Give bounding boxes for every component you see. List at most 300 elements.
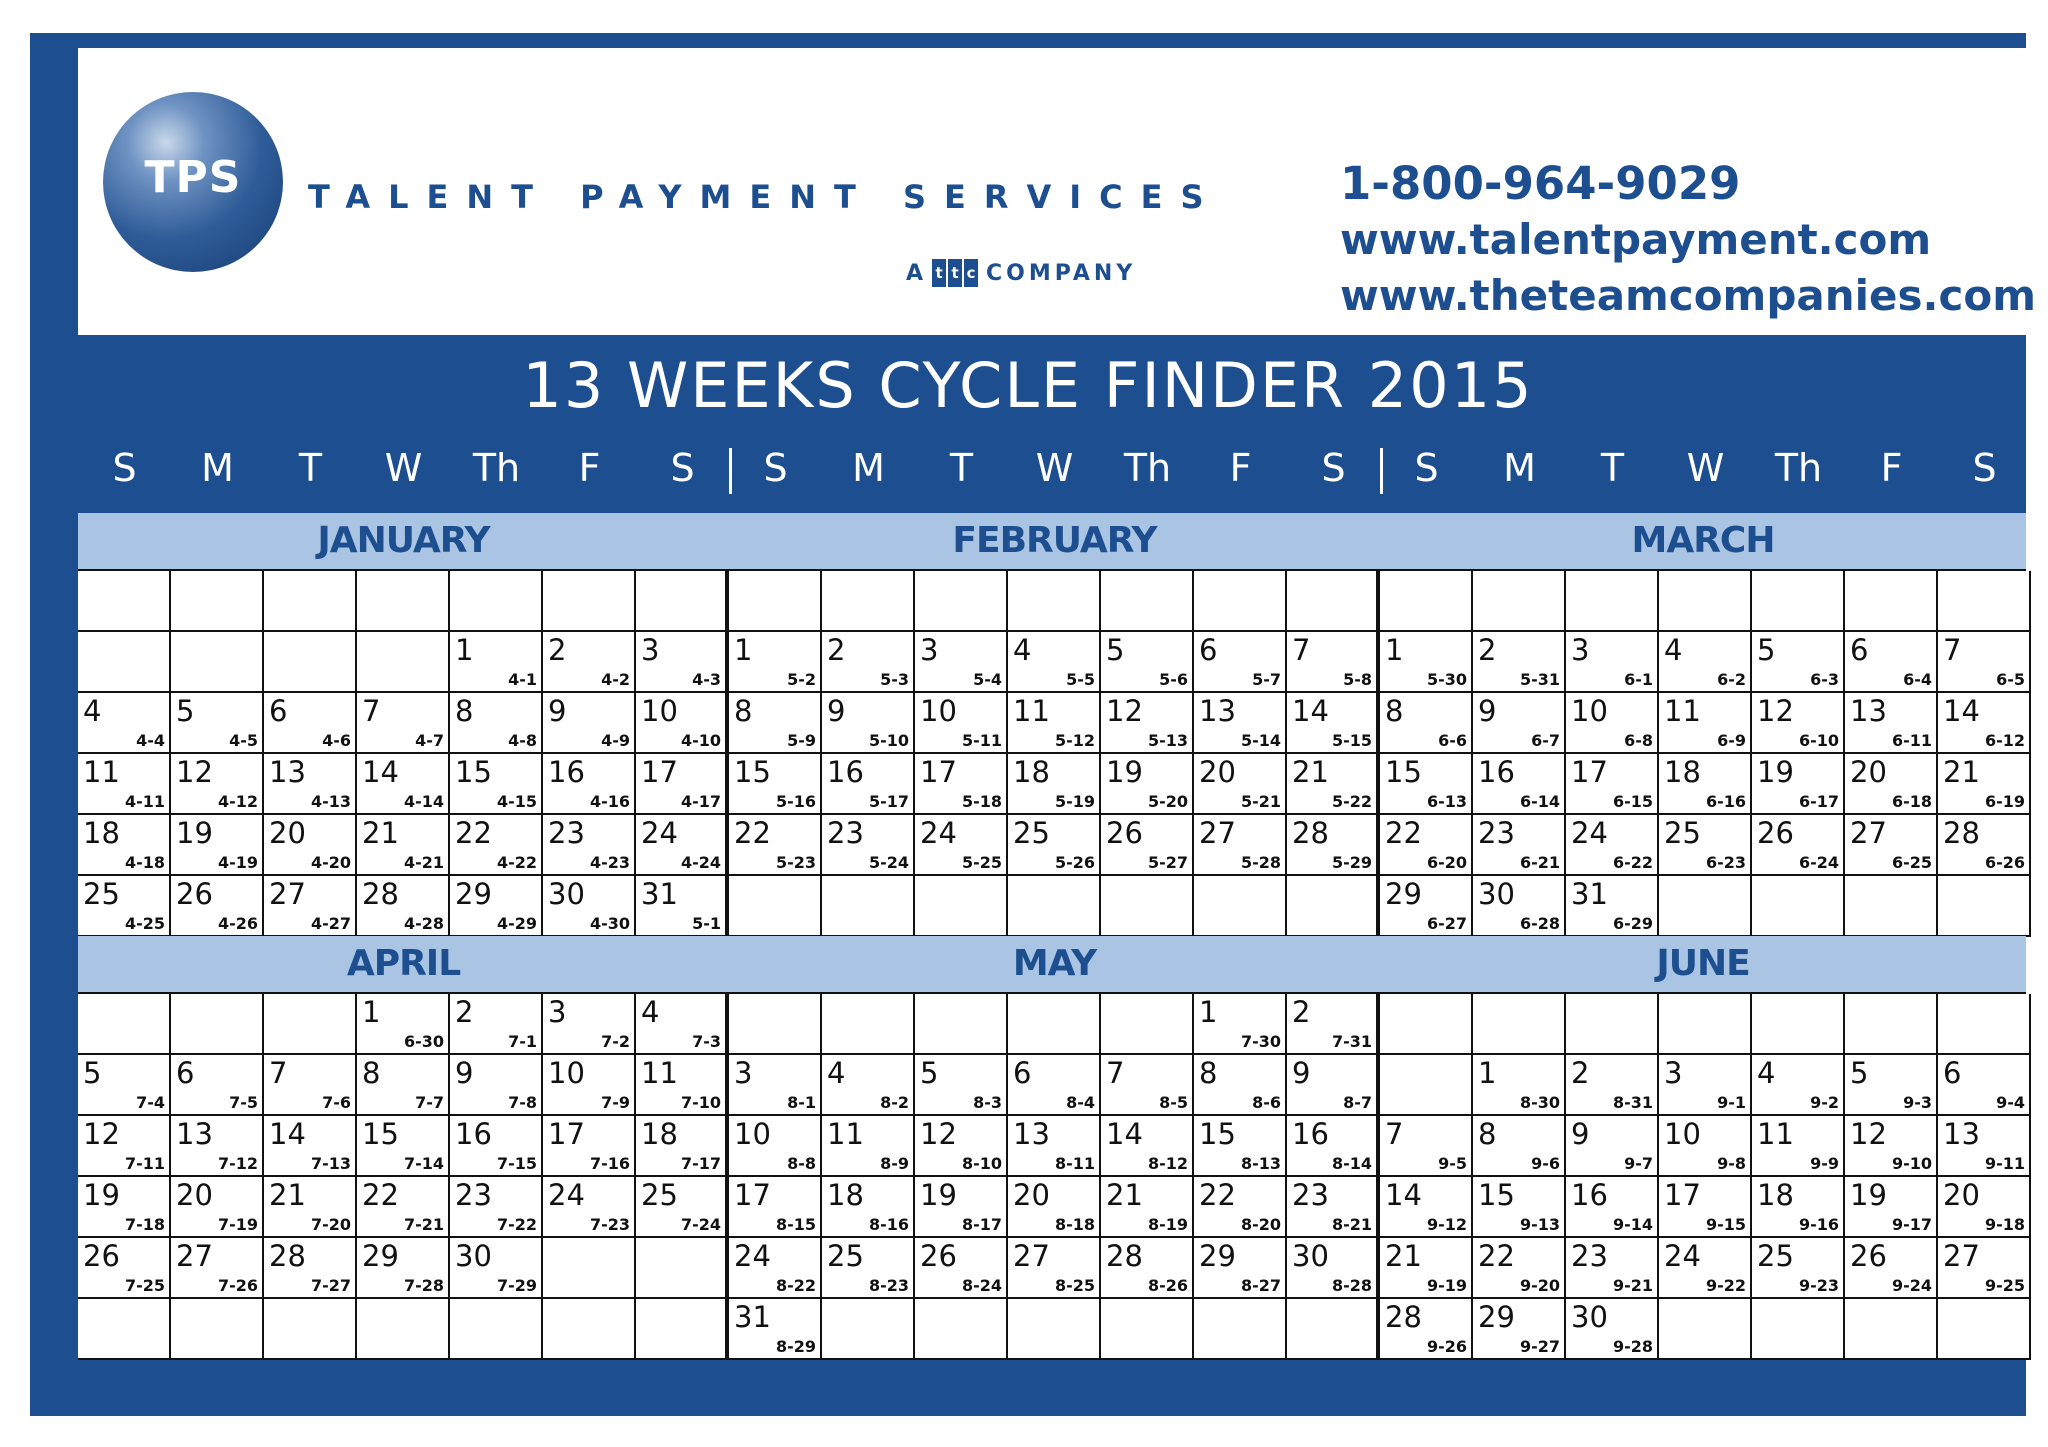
tps-logo — [103, 92, 283, 272]
cycle-date: 6-17 — [1798, 792, 1839, 811]
calendar-cell — [264, 815, 357, 876]
day-number: 20 — [1943, 1178, 1980, 1212]
calendar-cell — [357, 876, 450, 937]
day-number: 2 — [1292, 995, 1311, 1029]
calendar-cell — [1845, 1055, 1938, 1116]
day-number: 27 — [269, 877, 306, 911]
cycle-date: 6-29 — [1612, 914, 1653, 933]
calendar-cell — [729, 693, 822, 754]
cycle-date: 7-7 — [415, 1093, 444, 1112]
day-number: 28 — [362, 877, 399, 911]
weekday-label: M — [201, 446, 234, 490]
ttc-letter: t — [948, 259, 962, 287]
day-number: 6 — [1199, 633, 1218, 667]
calendar-cell — [543, 876, 636, 937]
calendar-cell — [1938, 571, 2031, 632]
calendar-cell — [78, 1238, 171, 1299]
cycle-date: 6-9 — [1717, 731, 1746, 750]
calendar-cell — [1752, 1116, 1845, 1177]
calendar-cell — [822, 1055, 915, 1116]
cycle-date: 4-2 — [601, 670, 630, 689]
calendar-cell — [450, 1055, 543, 1116]
cycle-date: 5-28 — [1240, 853, 1281, 872]
calendar-cell — [729, 1116, 822, 1177]
calendar-cell — [636, 1177, 729, 1238]
day-number: 13 — [1850, 694, 1887, 728]
day-number: 8 — [1478, 1117, 1497, 1151]
month-band-row-2 — [78, 936, 2026, 992]
cycle-date: 4-3 — [692, 670, 721, 689]
calendar-cell — [636, 754, 729, 815]
calendar-cell — [264, 1238, 357, 1299]
calendar-cell — [171, 1177, 264, 1238]
month-label-june: JUNE — [1656, 943, 1750, 984]
weekday-label: F — [1880, 446, 1903, 490]
cycle-date: 6-25 — [1891, 853, 1932, 872]
day-number: 23 — [1478, 816, 1515, 850]
day-number: 9 — [1571, 1117, 1590, 1151]
cycle-date: 8-11 — [1054, 1154, 1095, 1173]
calendar-cell — [1473, 1177, 1566, 1238]
calendar-cell — [1008, 876, 1101, 937]
day-number: 26 — [176, 877, 213, 911]
calendar-cell — [450, 632, 543, 693]
calendar-cell — [822, 1299, 915, 1360]
website-link-1[interactable]: www.talentpayment.com — [1340, 215, 1932, 264]
calendar-cell — [1380, 1238, 1473, 1299]
day-number: 26 — [1757, 816, 1794, 850]
calendar-cell — [171, 632, 264, 693]
calendar-cell — [636, 632, 729, 693]
weekday-label: W — [384, 446, 423, 490]
calendar-cell — [1287, 994, 1380, 1055]
cycle-date: 4-21 — [403, 853, 444, 872]
day-number: 30 — [1478, 877, 1515, 911]
calendar-cell — [1101, 693, 1194, 754]
day-number: 25 — [1664, 816, 1701, 850]
day-number: 14 — [1943, 694, 1980, 728]
month-band-row-1 — [78, 513, 2026, 569]
cycle-date: 5-26 — [1054, 853, 1095, 872]
calendar-cell — [1659, 876, 1752, 937]
calendar-cell — [78, 994, 171, 1055]
day-number: 21 — [362, 816, 399, 850]
day-number: 27 — [1199, 816, 1236, 850]
day-number: 27 — [1943, 1239, 1980, 1273]
cycle-date: 6-19 — [1984, 792, 2025, 811]
cycle-date: 4-8 — [508, 731, 537, 750]
day-number: 4 — [1757, 1056, 1776, 1090]
cycle-date: 5-23 — [775, 853, 816, 872]
calendar-cell — [1752, 1238, 1845, 1299]
ttc-letter: t — [932, 259, 946, 287]
cycle-date: 7-8 — [508, 1093, 537, 1112]
calendar-cell — [1752, 1055, 1845, 1116]
calendar-cell — [1101, 754, 1194, 815]
day-number: 16 — [548, 755, 585, 789]
calendar-cell — [1380, 815, 1473, 876]
day-number: 8 — [362, 1056, 381, 1090]
calendar-cell — [1101, 1238, 1194, 1299]
calendar-cell — [1008, 754, 1101, 815]
day-number: 13 — [1013, 1117, 1050, 1151]
cycle-date: 8-15 — [775, 1215, 816, 1234]
day-number: 22 — [1385, 816, 1422, 850]
calendar-cell — [1845, 1177, 1938, 1238]
cycle-date: 9-26 — [1426, 1337, 1467, 1356]
day-number: 11 — [641, 1056, 678, 1090]
cycle-date: 6-23 — [1705, 853, 1746, 872]
day-number: 17 — [1571, 755, 1608, 789]
cycle-date: 4-18 — [124, 853, 165, 872]
cycle-date: 6-8 — [1624, 731, 1653, 750]
day-number: 15 — [362, 1117, 399, 1151]
ttc-letter: c — [964, 259, 978, 287]
calendar-cell — [1101, 632, 1194, 693]
day-number: 15 — [1478, 1178, 1515, 1212]
day-number: 2 — [1571, 1056, 1590, 1090]
weekday-label: S — [1972, 446, 1997, 490]
day-number: 28 — [1106, 1239, 1143, 1273]
calendar-cell — [1287, 1299, 1380, 1360]
calendar-cell — [636, 571, 729, 632]
cycle-date: 6-20 — [1426, 853, 1467, 872]
day-number: 24 — [734, 1239, 771, 1273]
calendar-cell — [1566, 754, 1659, 815]
calendar-cell — [1566, 876, 1659, 937]
contact-block — [1340, 156, 2036, 324]
calendar-cell — [543, 1238, 636, 1299]
calendar-cell — [1380, 1116, 1473, 1177]
cycle-date: 7-28 — [403, 1276, 444, 1295]
weekday-label: F — [578, 446, 601, 490]
day-number: 12 — [1850, 1117, 1887, 1151]
cycle-date: 4-29 — [496, 914, 537, 933]
calendar-cell — [729, 571, 822, 632]
calendar-cell — [729, 876, 822, 937]
calendar-cell — [450, 693, 543, 754]
cycle-date: 4-25 — [124, 914, 165, 933]
cycle-date: 6-28 — [1519, 914, 1560, 933]
cycle-date: 5-18 — [961, 792, 1002, 811]
day-number: 30 — [455, 1239, 492, 1273]
cycle-date: 9-5 — [1438, 1154, 1467, 1173]
day-number: 10 — [1664, 1117, 1701, 1151]
cycle-date: 6-7 — [1531, 731, 1560, 750]
day-number: 20 — [269, 816, 306, 850]
cycle-date: 6-11 — [1891, 731, 1932, 750]
day-number: 3 — [1664, 1056, 1683, 1090]
day-number: 13 — [1199, 694, 1236, 728]
day-number: 10 — [548, 1056, 585, 1090]
day-number: 25 — [1757, 1239, 1794, 1273]
cycle-date: 8-1 — [787, 1093, 816, 1112]
calendar-cell — [1566, 1299, 1659, 1360]
calendar-cell — [1101, 571, 1194, 632]
cycle-date: 9-21 — [1612, 1276, 1653, 1295]
day-number: 18 — [1664, 755, 1701, 789]
day-number: 17 — [920, 755, 957, 789]
ttc-logo-icon — [932, 256, 980, 290]
day-number: 22 — [734, 816, 771, 850]
cycle-date: 7-23 — [589, 1215, 630, 1234]
calendar-cell — [1566, 571, 1659, 632]
day-number: 5 — [1757, 633, 1776, 667]
calendar-cell — [450, 754, 543, 815]
calendar-cell — [264, 1177, 357, 1238]
cycle-date: 6-5 — [1996, 670, 2025, 689]
calendar-cell — [264, 876, 357, 937]
calendar-cell — [822, 693, 915, 754]
calendar-cell — [1752, 693, 1845, 754]
day-number: 9 — [455, 1056, 474, 1090]
calendar-cell — [1566, 815, 1659, 876]
cycle-date: 9-15 — [1705, 1215, 1746, 1234]
day-number: 17 — [1664, 1178, 1701, 1212]
weekday-label: T — [1600, 446, 1625, 490]
day-number: 28 — [1385, 1300, 1422, 1334]
cycle-date: 8-22 — [775, 1276, 816, 1295]
cycle-date: 5-4 — [973, 670, 1002, 689]
day-number: 14 — [1385, 1178, 1422, 1212]
cycle-date: 5-20 — [1147, 792, 1188, 811]
calendar-cell — [1938, 876, 2031, 937]
cycle-date: 5-29 — [1331, 853, 1372, 872]
calendar-cell — [543, 693, 636, 754]
day-number: 7 — [362, 694, 381, 728]
day-number: 23 — [1571, 1239, 1608, 1273]
cycle-date: 7-6 — [322, 1093, 351, 1112]
day-number: 1 — [734, 633, 753, 667]
day-number: 3 — [920, 633, 939, 667]
day-number: 14 — [1106, 1117, 1143, 1151]
calendar-cell — [1008, 1299, 1101, 1360]
day-number: 17 — [734, 1178, 771, 1212]
website-link-2[interactable]: www.theteamcompanies.com — [1340, 271, 2036, 320]
calendar-cell — [357, 1177, 450, 1238]
calendar-cell — [1845, 815, 1938, 876]
calendar-cell — [1380, 693, 1473, 754]
cycle-date: 8-27 — [1240, 1276, 1281, 1295]
calendar-grid-q2 — [78, 992, 2026, 1360]
calendar-cell — [171, 1238, 264, 1299]
cycle-date: 9-6 — [1531, 1154, 1560, 1173]
day-number: 26 — [1106, 816, 1143, 850]
cycle-date: 8-7 — [1343, 1093, 1372, 1112]
day-number: 12 — [1106, 694, 1143, 728]
weekday-label: W — [1686, 446, 1725, 490]
day-number: 1 — [362, 995, 381, 1029]
cycle-date: 6-24 — [1798, 853, 1839, 872]
day-number: 11 — [1664, 694, 1701, 728]
weekday-divider — [1380, 448, 1383, 494]
day-number: 6 — [1850, 633, 1869, 667]
cycle-date: 8-18 — [1054, 1215, 1095, 1234]
calendar-cell — [1380, 1299, 1473, 1360]
cycle-date: 5-9 — [787, 731, 816, 750]
day-number: 18 — [641, 1117, 678, 1151]
cycle-date: 6-1 — [1624, 670, 1653, 689]
calendar-cell — [357, 1238, 450, 1299]
cycle-date: 7-4 — [136, 1093, 165, 1112]
cycle-date: 7-29 — [496, 1276, 537, 1295]
day-number: 4 — [827, 1056, 846, 1090]
day-number: 24 — [1571, 816, 1608, 850]
cycle-date: 9-25 — [1984, 1276, 2025, 1295]
day-number: 7 — [1385, 1117, 1404, 1151]
day-number: 14 — [362, 755, 399, 789]
calendar-cell — [1845, 632, 1938, 693]
cycle-date: 4-12 — [217, 792, 258, 811]
day-number: 28 — [1292, 816, 1329, 850]
calendar-cell — [171, 815, 264, 876]
day-number: 25 — [641, 1178, 678, 1212]
cycle-date: 4-24 — [680, 853, 721, 872]
phone-number: 1-800-964-9029 — [1340, 157, 1741, 210]
day-number: 23 — [455, 1178, 492, 1212]
cycle-date: 4-1 — [508, 670, 537, 689]
calendar-cell — [450, 571, 543, 632]
day-number: 19 — [920, 1178, 957, 1212]
day-number: 15 — [1385, 755, 1422, 789]
cycle-date: 4-14 — [403, 792, 444, 811]
calendar-cell — [1845, 1116, 1938, 1177]
calendar-cell — [1938, 754, 2031, 815]
day-number: 25 — [83, 877, 120, 911]
day-number: 19 — [1850, 1178, 1887, 1212]
cycle-date: 7-16 — [589, 1154, 630, 1173]
day-number: 27 — [1013, 1239, 1050, 1273]
cycle-date: 9-24 — [1891, 1276, 1932, 1295]
cycle-date: 7-20 — [310, 1215, 351, 1234]
day-number: 1 — [1478, 1056, 1497, 1090]
calendar-cell — [1008, 1055, 1101, 1116]
calendar-cell — [729, 1238, 822, 1299]
calendar-cell — [1566, 1177, 1659, 1238]
day-number: 14 — [269, 1117, 306, 1151]
cycle-date: 5-14 — [1240, 731, 1281, 750]
cycle-date: 5-3 — [880, 670, 909, 689]
calendar-cell — [78, 1177, 171, 1238]
day-number: 22 — [1199, 1178, 1236, 1212]
weekday-label: Th — [472, 446, 521, 490]
cycle-date: 9-13 — [1519, 1215, 1560, 1234]
cycle-date: 9-17 — [1891, 1215, 1932, 1234]
calendar-grid-q1 — [78, 569, 2026, 937]
cycle-date: 4-5 — [229, 731, 258, 750]
weekday-label: S — [112, 446, 137, 490]
day-number: 25 — [827, 1239, 864, 1273]
day-number: 15 — [734, 755, 771, 789]
calendar-cell — [1008, 815, 1101, 876]
calendar-cell — [1566, 994, 1659, 1055]
calendar-cell — [1473, 754, 1566, 815]
calendar-cell — [1845, 571, 1938, 632]
cycle-date: 6-27 — [1426, 914, 1467, 933]
calendar-cell — [915, 1055, 1008, 1116]
day-number: 16 — [1571, 1178, 1608, 1212]
cycle-date: 8-25 — [1054, 1276, 1095, 1295]
day-number: 20 — [1850, 755, 1887, 789]
calendar-cell — [636, 693, 729, 754]
cycle-date: 7-13 — [310, 1154, 351, 1173]
calendar-cell — [1287, 1116, 1380, 1177]
calendar-cell — [1938, 1055, 2031, 1116]
calendar-cell — [915, 1238, 1008, 1299]
calendar-cell — [1473, 1299, 1566, 1360]
company-name: TALENT PAYMENT SERVICES — [308, 178, 1222, 216]
weekday-label: S — [670, 446, 695, 490]
day-number: 29 — [455, 877, 492, 911]
calendar-cell — [78, 754, 171, 815]
day-number: 4 — [1013, 633, 1032, 667]
day-number: 1 — [1199, 995, 1218, 1029]
day-number: 6 — [1013, 1056, 1032, 1090]
calendar-cell — [1380, 994, 1473, 1055]
calendar-cell — [1194, 571, 1287, 632]
calendar-cell — [1287, 1238, 1380, 1299]
calendar-cell — [264, 754, 357, 815]
day-number: 4 — [83, 694, 102, 728]
cycle-date: 4-4 — [136, 731, 165, 750]
calendar-cell — [1101, 1177, 1194, 1238]
day-number: 5 — [920, 1056, 939, 1090]
calendar-cell — [729, 994, 822, 1055]
day-number: 18 — [83, 816, 120, 850]
calendar-cell — [78, 1055, 171, 1116]
day-number: 2 — [827, 633, 846, 667]
month-label-may: MAY — [1012, 943, 1097, 984]
calendar-cell — [1566, 693, 1659, 754]
calendar-cell — [1473, 693, 1566, 754]
day-number: 27 — [1850, 816, 1887, 850]
cycle-date: 9-16 — [1798, 1215, 1839, 1234]
day-number: 20 — [176, 1178, 213, 1212]
calendar-cell — [1473, 571, 1566, 632]
day-number: 4 — [641, 995, 660, 1029]
cycle-date: 9-18 — [1984, 1215, 2025, 1234]
day-number: 24 — [920, 816, 957, 850]
cycle-date: 5-5 — [1066, 670, 1095, 689]
day-number: 16 — [1292, 1117, 1329, 1151]
day-number: 22 — [1478, 1239, 1515, 1273]
cycle-date: 4-19 — [217, 853, 258, 872]
cycle-date: 7-9 — [601, 1093, 630, 1112]
day-number: 3 — [641, 633, 660, 667]
calendar-cell — [1845, 994, 1938, 1055]
calendar-cell — [1287, 693, 1380, 754]
weekday-header-row — [78, 441, 2031, 495]
calendar-cell — [1008, 571, 1101, 632]
day-number: 10 — [734, 1117, 771, 1151]
cycle-date: 4-30 — [589, 914, 630, 933]
calendar-cell — [264, 632, 357, 693]
calendar-cell — [636, 1055, 729, 1116]
calendar-cell — [1194, 1116, 1287, 1177]
calendar-cell — [822, 1177, 915, 1238]
calendar-cell — [1845, 693, 1938, 754]
calendar-cell — [1194, 815, 1287, 876]
day-number: 27 — [176, 1239, 213, 1273]
cycle-date: 8-8 — [787, 1154, 816, 1173]
day-number: 31 — [734, 1300, 771, 1334]
calendar-cell — [264, 1055, 357, 1116]
day-number: 9 — [1292, 1056, 1311, 1090]
calendar-cell — [78, 815, 171, 876]
day-number: 12 — [1757, 694, 1794, 728]
calendar-cell — [1101, 1116, 1194, 1177]
cycle-date: 7-30 — [1240, 1032, 1281, 1051]
